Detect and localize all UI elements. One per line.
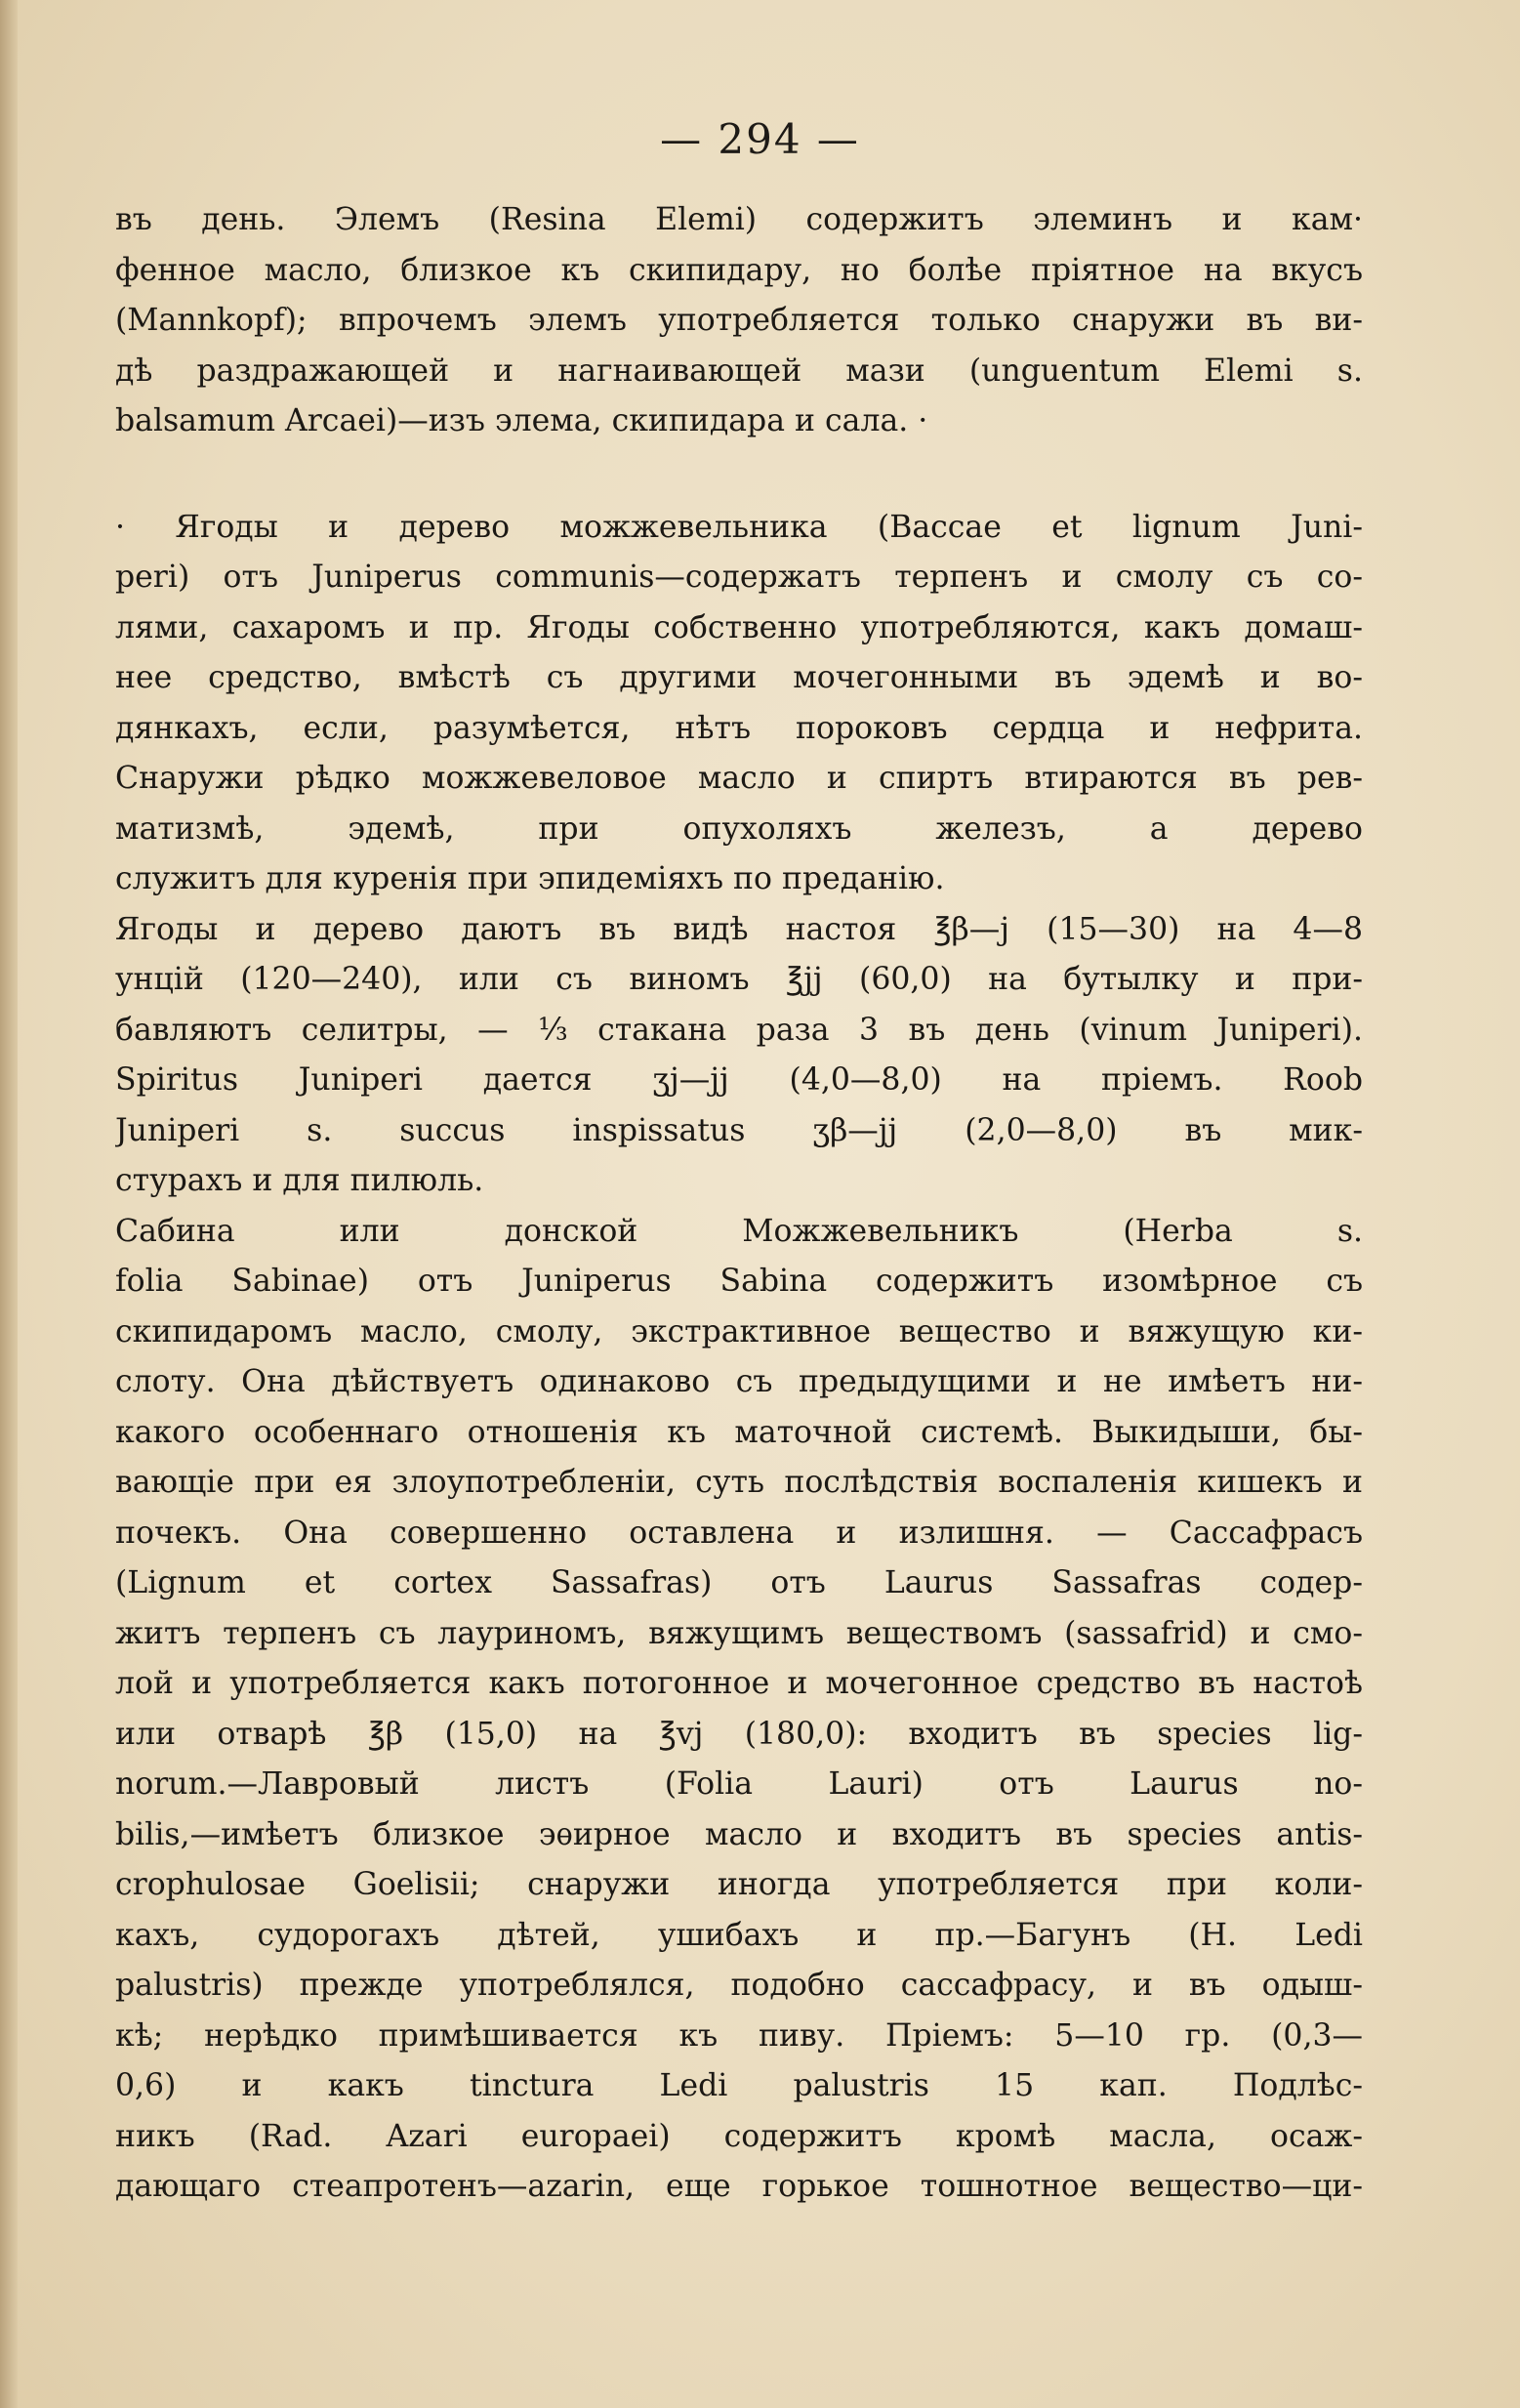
text-line: дянкахъ, если, разумѣется, нѣтъ пороковъ сердца и нефрита.: [115, 710, 1363, 746]
text-line: · Ягоды и дерево можжевельника (Baccae et lignum Juni-: [115, 509, 1363, 545]
text-line: norum.—Лавровый листъ (Folia Lauri) отъ Laurus no-: [115, 1766, 1363, 1802]
text-line: какого особеннаго отношенія къ маточной системѣ. Выкидыши, бы-: [115, 1414, 1363, 1450]
text-line: житъ терпенъ съ лауриномъ, вяжущимъ веществомъ (sassafrid) и смо-: [115, 1615, 1363, 1651]
text-line: бавляютъ селитры, — ⅓ стакана раза 3 въ день (vinum Juniperi).: [115, 1012, 1363, 1048]
text-line: дѣ раздражающей и нагнаивающей мази (unguentum Elemi s.: [115, 353, 1363, 389]
text-line: (Lignum et cortex Sassafras) отъ Laurus Sassafras содер-: [115, 1565, 1363, 1600]
text-line: скипидаромъ масло, смолу, экстрактивное вещество и вяжущую ки-: [115, 1313, 1363, 1349]
text-line: вающіе при ея злоупотребленіи, суть послѣдствія воспаленія кишекъ и: [115, 1465, 1363, 1500]
text-line: Снаружи рѣдко можжевеловое масло и спиртъ втираются въ рев-: [115, 761, 1363, 796]
text-line: 0,6) и какъ tinctura Ledi palustris 15 кап. Подлѣс-: [115, 2068, 1363, 2103]
text-line: Сабина или донской Можжевельникъ (Herba s.: [115, 1213, 1363, 1249]
text-line: (Mannkopf); впрочемъ элемъ употребляется только снаружи въ ви-: [115, 303, 1363, 338]
text-line: матизмѣ, эдемѣ, при опухоляхъ железъ, а дерево: [115, 810, 1363, 847]
text-line: peri) отъ Juniperus communis—содержатъ терпенъ и смолу съ со-: [115, 560, 1363, 595]
page-number: — 294 —: [660, 115, 860, 163]
paragraph-juniper-dosage: [115, 905, 1363, 1207]
text-line: palustris) прежде употреблялся, подобно сассафрасу, и въ одыш-: [115, 1968, 1363, 2003]
text-line: служитъ для куренія при эпидеміяхъ по преданію.: [115, 861, 945, 896]
page-body-text: [115, 195, 1363, 2213]
text-line: въ день. Элемъ (Resina Elemi) содержитъ элеминъ и кам·: [115, 202, 1363, 237]
page-spine-shadow: [0, 0, 18, 2408]
text-line: bilis,—имѣетъ близкое эѳирное масло и входитъ въ species antis-: [115, 1816, 1363, 1852]
paragraph-juniper: [115, 503, 1363, 905]
text-line: почекъ. Она совершенно оставлена и излишня. — Сассафрасъ: [115, 1515, 1363, 1551]
text-line: стурахъ и для пилюль.: [115, 1163, 484, 1198]
text-line: crophulosae Goelisii; снаружи иногда употребляется при коли-: [115, 1867, 1363, 1902]
paragraph-gap: [115, 447, 1363, 503]
text-line: Juniperi s. succus inspissatus ʒβ—jj (2,0—8,0) въ мик-: [115, 1112, 1363, 1148]
text-line: лой и употребляется какъ потогонное и мочегонное средство въ настоѣ: [115, 1666, 1363, 1701]
text-line: унцій (120—240), или съ виномъ ℥jj (60,0) на бутылку и при-: [115, 962, 1363, 997]
text-line: или отварѣ ℥β (15,0) на ℥vj (180,0): входитъ въ species lig-: [115, 1716, 1363, 1752]
text-line: никъ (Rad. Azari europaei) содержитъ кромѣ масла, осаж-: [115, 2118, 1363, 2154]
text-line: balsamum Arcaei)—изъ элема, скипидара и сала. ·: [115, 403, 928, 438]
text-line: Ягоды и дерево даютъ въ видѣ настоя ℥β—j (15—30) на 4—8: [115, 911, 1363, 947]
text-line: нее средство, вмѣстѣ съ другими мочегонными въ эдемѣ и во-: [115, 660, 1363, 695]
paragraph-sabina: [115, 1207, 1363, 2213]
text-line: кахъ, судорогахъ дѣтей, ушибахъ и пр.—Багунъ (H. Ledi: [115, 1917, 1363, 1953]
text-line: кѣ; нерѣдко примѣшивается къ пиву. Пріемъ: 5—10 гр. (0,3—: [115, 2017, 1363, 2054]
text-line: Spiritus Juniperi дается ʒj—jj (4,0—8,0) на пріемъ. Roob: [115, 1062, 1363, 1098]
text-line: дающаго стеапротенъ—azarin, еще горькое тошнотное вещество—ци-: [115, 2169, 1363, 2204]
text-line: слоту. Она дѣйствуетъ одинаково съ предыдущими и не имѣетъ ни-: [115, 1364, 1363, 1399]
paragraph-elemi: [115, 195, 1363, 447]
text-line: фенное масло, близкое къ скипидару, но болѣе пріятное на вкусъ: [115, 252, 1363, 288]
text-line: лями, сахаромъ и пр. Ягоды собственно употребляются, какъ домаш-: [115, 609, 1363, 645]
text-line: folia Sabinae) отъ Juniperus Sabina содержитъ изомѣрное съ: [115, 1264, 1363, 1299]
